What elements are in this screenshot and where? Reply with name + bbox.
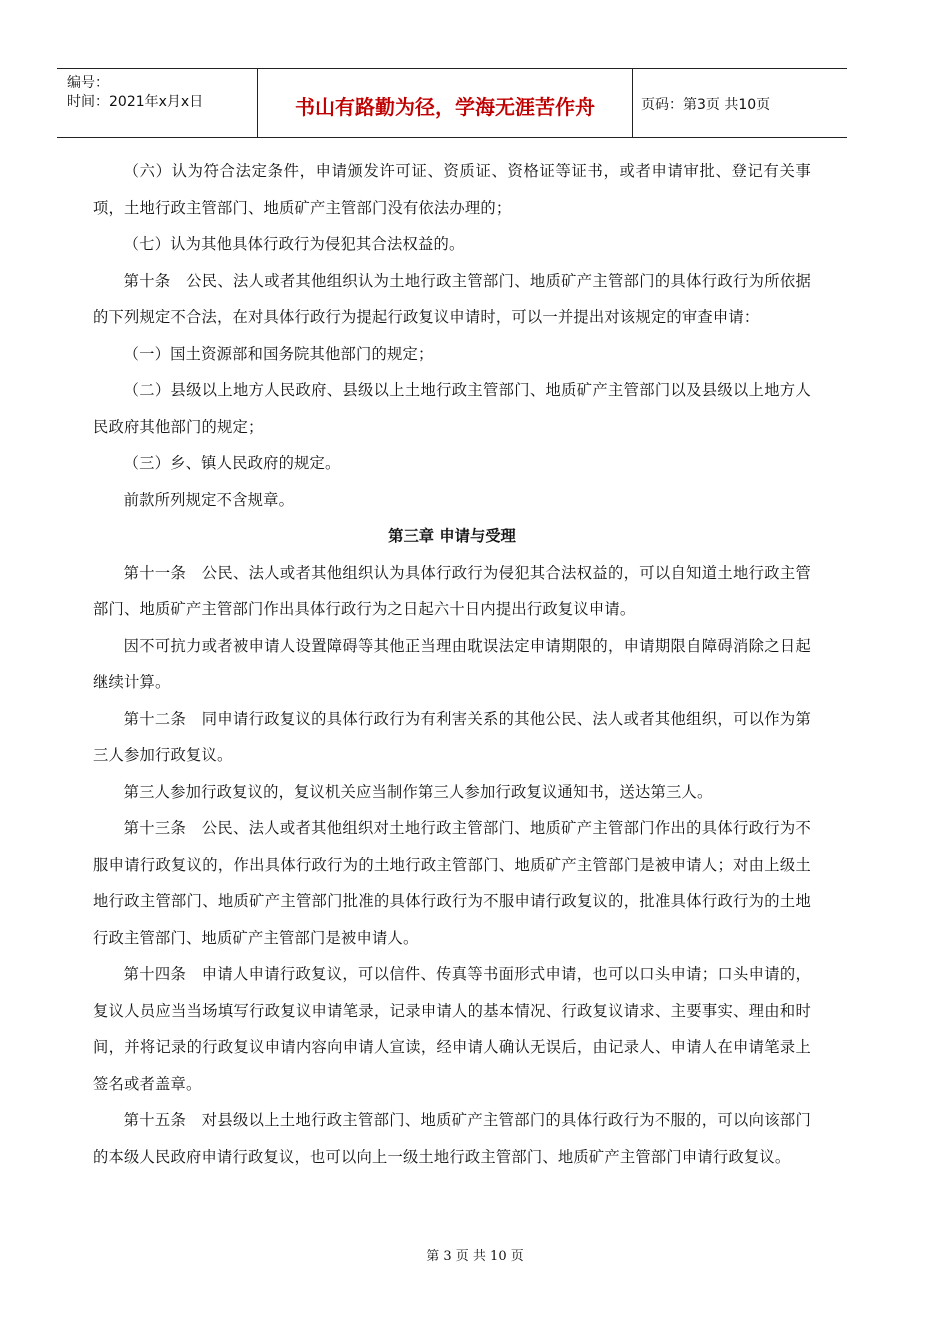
paragraph: （三）乡、镇人民政府的规定。 <box>123 454 341 472</box>
paragraph: 第十五条 对县级以上土地行政主管部门、地质矿产主管部门的具体行政行为不服的，可以向该部门的本级人民政府申请行政复议，也可以向上一级土地行政主管部门、地质矿产主管部门申请行政复议。 <box>93 1111 811 1166</box>
paragraph: 第十条 公民、法人或者其他组织认为土地行政主管部门、地质矿产主管部门的具体行政行为所依据的下列规定不合法，在对具体行政行为提起行政复议申请时，可以一并提出对该规定的审查申请： <box>93 271 811 326</box>
paragraph: 第三人参加行政复议的，复议机关应当制作第三人参加行政复议通知书，送达第三人。 <box>123 782 713 801</box>
document-header <box>57 68 847 138</box>
paragraph: 第十一条 公民、法人或者其他组织认为具体行政行为侵犯其合法权益的，可以自知道土地行政主管部门、地质矿产主管部门作出具体行政行为之日起六十日内提出行政复议申请。 <box>93 563 811 618</box>
paragraph: 第十三条 公民、法人或者其他组织对土地行政主管部门、地质矿产主管部门作出的具体行政行为不服申请行政复议的，作出具体行政行为的土地行政主管部门、地质矿产主管部门是被申请人；对由上级土地行政主管部门、地质矿产主管部门批准的具体行政行为不服申请行政复议的，批准具体行政行为的土地行政主管部门、地质矿产主管部门是被申请人。 <box>93 819 811 947</box>
paragraph: （七）认为其他具体行政行为侵犯其合法权益的。 <box>123 235 465 253</box>
time-label: 时间：2021年x月x日 <box>67 94 204 110</box>
header-page-cell <box>633 69 847 137</box>
motto-text: 书山有路勤为径，学海无涯苦作舟 <box>295 95 595 119</box>
paragraph: （二）县级以上地方人民政府、县级以上土地行政主管部门、地质矿产主管部门以及县级以上地方人民政府其他部门的规定； <box>93 381 811 436</box>
paragraph: 前款所列规定不含规章。 <box>123 490 295 509</box>
header-motto-cell <box>258 69 633 137</box>
paragraph: （六）认为符合法定条件，申请颁发许可证、资质证、资格证等证书，或者申请审批、登记有关事项，土地行政主管部门、地质矿产主管部门没有依法办理的； <box>93 162 811 217</box>
paragraph: 第十四条 申请人申请行政复议，可以信件、传真等书面形式申请，也可以口头申请；口头申请的，复议人员应当当场填写行政复议申请笔录，记录申请人的基本情况、行政复议请求、主要事实、理由和时间，并将记录的行政复议申请内容向申请人宣读，经申请人确认无误后，由记录人、申请人在申请笔录上签名或者盖章。 <box>93 965 811 1093</box>
header-page-label: 页码：第3页 共10页 <box>641 97 771 113</box>
paragraph: （一）国土资源部和国务院其他部门的规定； <box>123 344 434 363</box>
page-footer: 第 3 页 共 10 页 <box>426 1249 524 1264</box>
paragraph: 第十二条 同申请行政复议的具体行政行为有利害关系的其他公民、法人或者其他组织，可以作为第三人参加行政复议。 <box>93 709 811 764</box>
paragraph: 因不可抗力或者被申请人设置障碍等其他正当理由耽误法定申请期限的，申请期限自障碍消除之日起继续计算。 <box>93 636 811 691</box>
document-body <box>93 153 811 1175</box>
number-label: 编号： <box>67 75 109 91</box>
header-info-cell <box>57 69 258 137</box>
chapter-title: 第三章 申请与受理 <box>388 527 516 545</box>
